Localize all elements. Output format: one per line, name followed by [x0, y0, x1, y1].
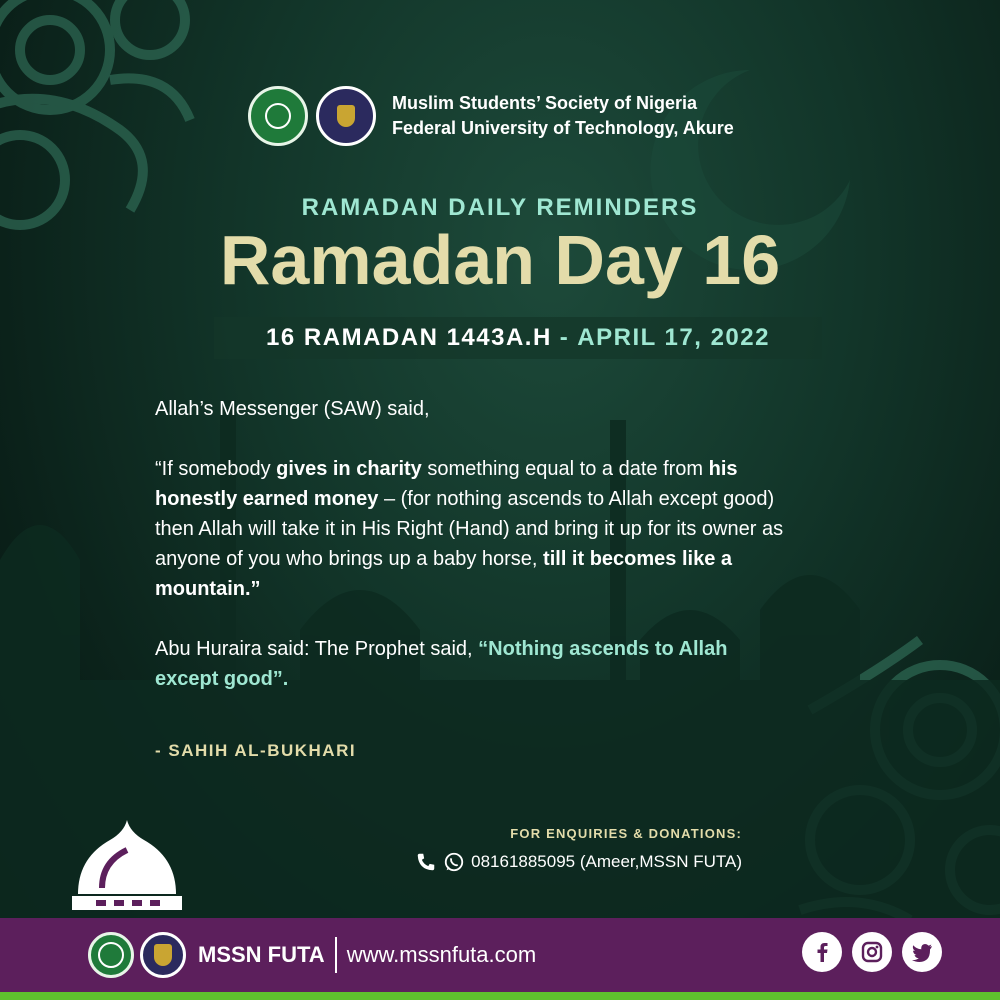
gregorian-date: APRIL 17, 2022 [577, 324, 770, 351]
narration [155, 634, 795, 694]
org-line-1: Muslim Students’ Society of Nigeria [392, 93, 698, 113]
instagram-icon [860, 940, 884, 964]
hadith-text-part: “If somebody [155, 458, 277, 480]
date-banner [214, 317, 822, 359]
hadith-text-part: – (for nothing ascends to Allah except good) then Allah will take it in His Right (Hand) and bring it up for its owner as anyone of you who brings up a baby horse, [155, 488, 784, 570]
dome-icon [72, 818, 182, 914]
enquiry-label: FOR ENQUIRIES & DONATIONS: [510, 826, 742, 841]
social-links [792, 932, 942, 972]
mssn-logo-icon [248, 86, 308, 146]
organization-name [392, 91, 734, 141]
footer-accent-strip [0, 992, 1000, 1000]
date-separator: - [559, 324, 570, 351]
website-link[interactable]: www.mssnfuta.com [346, 942, 537, 967]
footer-divider [335, 937, 337, 973]
org-line-2: Federal University of Technology, Akure [392, 118, 734, 138]
hadith-text [155, 394, 795, 694]
futa-logo-icon [140, 932, 186, 978]
brand-name: MSSN FUTA [198, 942, 325, 967]
hadith-source: - SAHIH AL-BUKHARI [155, 741, 357, 760]
phone-icon [415, 851, 437, 873]
header [248, 86, 734, 146]
whatsapp-icon [443, 851, 465, 873]
hadith-text-part: something equal to a date from [421, 458, 709, 480]
instagram-link[interactable] [852, 932, 892, 972]
page-title: Ramadan Day 16 [219, 221, 781, 299]
subtitle: RAMADAN DAILY REMINDERS [301, 194, 699, 221]
facebook-icon [810, 940, 834, 964]
hadith-quote [155, 454, 795, 604]
mssn-logo-icon [88, 932, 134, 978]
facebook-link[interactable] [802, 932, 842, 972]
twitter-link[interactable] [902, 932, 942, 972]
narration-prefix: Abu Huraira said: The Prophet said, [155, 638, 479, 660]
futa-logo-icon [316, 86, 376, 146]
footer-brand [88, 932, 536, 978]
hadith-intro: Allah’s Messenger (SAW) said, [155, 398, 430, 420]
twitter-icon [910, 940, 934, 964]
hadith-emphasis: till it becomes like a mountain.” [155, 548, 733, 600]
hijri-date: 16 RAMADAN 1443A.H [266, 324, 552, 351]
contact-info [415, 851, 742, 873]
phone-number: 08161885095 (Ameer,MSSN FUTA) [471, 852, 742, 871]
hadith-emphasis: gives in charity [276, 458, 422, 480]
footer [0, 918, 1000, 992]
narration-quote: “Nothing ascends to Allah except good”. [155, 638, 728, 690]
hadith-emphasis: his honestly earned money [155, 458, 738, 510]
